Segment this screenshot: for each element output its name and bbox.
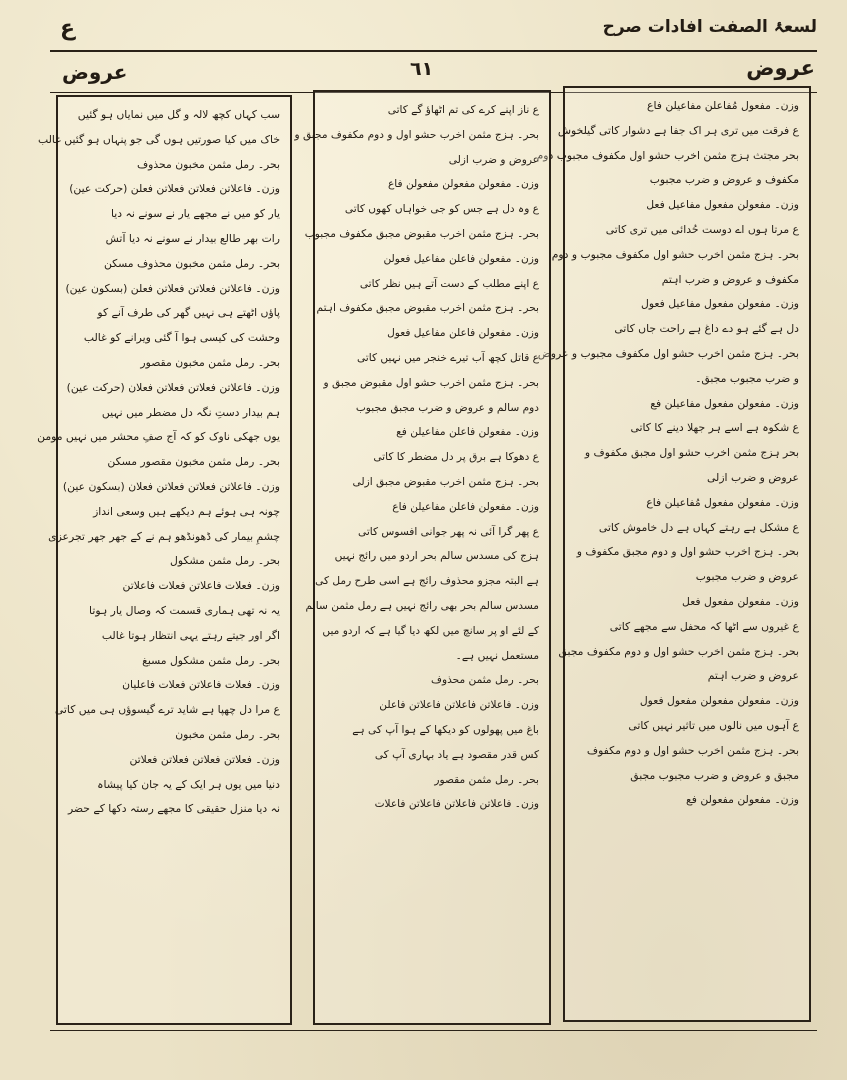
text-line: ع وہ دل ہے جس کو جی خواہاں کھوں کاتی (344, 203, 539, 216)
text-line: ع شکوہ ہے اسے ہر جھلا دینے کا کاتی (630, 421, 799, 435)
text-line: بحر۔ رمل مثمن مقصور (434, 773, 539, 786)
text-line: عروض و ضرب ازلی (448, 153, 539, 166)
text-line: وزن۔ مفعولن فاعلن مفاعیلن فاع (392, 500, 539, 513)
text-line: بحر مجتث ہزج مثمن اخرب حشو اول مکفوف مجبوب دوم (536, 148, 799, 162)
text-line: وزن۔ فعلات فاعلاتن فعلات فاعلاتن (122, 579, 280, 593)
text-line: ہم بیدار دستِ نگہ دل مضطر میں نہیں (101, 405, 280, 419)
center-column (294, 90, 551, 1025)
text-line: مجبق و عروض و ضرب مجبوب مجبق (630, 768, 799, 782)
text-line: بحر۔ ہزج مثمن اخرب حشو اول و دوم مکفوف مجبق و (294, 128, 539, 141)
text-line: وحشت کی کیسی ہوا آ گئی ویرانے کو غالب (83, 331, 280, 345)
text-line: وزن۔ فاعلاتن فعلاتن فعلاتن فعلان (بسکون عین) (62, 479, 280, 493)
text-line: عروض و ضرب مجبوب (695, 570, 799, 584)
text-line: وزن۔ مفعولن مفعول مُفاعیلن فاع (646, 495, 799, 509)
text-line: بحر۔ رمل مثمن مخبون محذوف (136, 157, 280, 171)
text-line: وزن۔ فاعلاتن فاعلاتن فاعلاتن فاعلات (374, 798, 539, 811)
text-line: بحر۔ ہزج اخرب حشو اول و دوم مجبق مکفوف و (576, 545, 799, 559)
text-line: یار کو میں نے مجھے یار نے سونے نہ دیا (111, 207, 280, 221)
text-line: بحر۔ ہزج مثمن اخرب حشو اول مکفوف مجبوب و عروض (537, 346, 799, 360)
text-line: بحر۔ ہزج مثمن اخرب مقبوض مجبق مکفوف مجبوب (304, 227, 539, 240)
text-line: وزن۔ فاعلاتن فاعلاتن فاعلاتن فاعلن (379, 699, 539, 712)
text-line: ع دھوکا ہے برق پر دل مضطر کا کاتی (373, 451, 539, 464)
text-line: بحر۔ ہزج مثمن اخرب حشو اول مقبوض مجبق و (323, 376, 539, 389)
text-line: مکفوف و عروض و ضرب مجبوب (649, 173, 799, 187)
top-rule (50, 50, 817, 52)
page-number: ٦١ (410, 58, 434, 80)
text-line: چونہ ہی ہوئے ہم دیکھے ہیں وسعی انداز (93, 504, 280, 518)
text-line: وزن۔ فعلاتن فعلاتن فعلاتن فعلاتن (129, 752, 280, 766)
text-line: ع پھر گرا آئی نہ پھر جوانی افسوس کاتی (358, 525, 539, 538)
text-line: و ضرب مجبوب مجبق۔ (695, 371, 799, 385)
text-line: وزن۔ مفعولن فاعلن مفاعیل فعولن (383, 252, 539, 265)
text-line: بحر۔ رمل مثمن مخبون (175, 727, 280, 741)
text-line: مسدس سالم بحر بھی رائج نہیں ہے رمل مثمن سالم (305, 599, 539, 612)
text-line: وزن۔ مفعولن مفعول مفاعیلن فع (650, 396, 799, 410)
text-line: ع اپنے مطلب کے دست آتے ہیں نظر کاتی (359, 277, 539, 290)
text-line: وزن۔ مفعولن مفعول فعل (682, 594, 799, 608)
text-line: وزن۔ مفعولن مفعولن مفعول فعول (639, 694, 799, 708)
text-line: بحر۔ رمل مثمن مخبون محذوف مسکن (103, 256, 280, 270)
text-line: کس قدر مقصود ہے یاد بہاری آپ کی (374, 748, 539, 761)
text-line: بحر۔ رمل مثمن مشکول مسبغ (142, 653, 280, 667)
text-line: وزن۔ فاعلاتن فعلاتن فعلاتن فعلن (حرکت عین) (69, 182, 280, 196)
text-line: وزن۔ مفعولن مفعولن فع (686, 793, 799, 807)
text-line: ع مشکل ہے رہتے کہاں ہے دل خاموش کاتی (598, 520, 799, 534)
text-line: بحر ہزج مثمن اخرب حشو اول مجبق مکفوف و (584, 446, 799, 460)
text-line: وزن۔ مفعولن فاعلن مفاعیل فعول (387, 327, 539, 340)
text-line: باغ میں پھولوں کو دیکھا کے ہوا آپ کی ہے (352, 723, 539, 736)
text-line: مستعمل نہیں ہے۔ (455, 649, 539, 662)
text-line: بحر۔ ہزج مثمن اخرب مقبوض مجبق مکفوف اہتم (316, 302, 539, 315)
text-line: ع ناز اپنے کرے کی تم اٹھاؤ گے کاتی (387, 104, 539, 116)
text-line: ع فرقت میں تری ہر اک جفا ہے دشوار کاتی گیلخوش (557, 123, 799, 137)
text-line: وزن۔ فعلات فاعلاتن فعلات فاعلیان (122, 678, 280, 692)
text-line: عروض و ضرب اہتم (707, 669, 799, 683)
text-line: بحر۔ رمل مثمن مشکول (169, 554, 280, 568)
text-line: مکفوف و عروض و ضرب اہتم (661, 272, 799, 286)
text-line: سب کہاں کچھ لالہ و گل میں نمایاں ہو گئیں (77, 108, 280, 121)
text-line: خاک میں کیا صورتیں ہوں گی جو پنہاں ہو گئیں غالب (38, 132, 280, 146)
left-header-label: عروض (62, 60, 128, 84)
text-line: دنیا میں یوں ہر ایک کے یہ جان کیا پیشاہ (97, 777, 280, 791)
text-line: ہزج کی مسدس سالم بحر اردو میں رائج نہیں (334, 550, 539, 563)
right-header-label: عروض (746, 56, 815, 80)
text-line: بحر۔ رمل مثمن مخبون مقصور (140, 355, 280, 369)
text-line: بحر۔ ہزج مثمن اخرب حشو اول و دوم مکفوف (586, 743, 799, 757)
text-line: رات بھر طالع بیدار نے سونے نہ دیا آتش (105, 231, 280, 245)
text-line: بحر۔ ہزج مثمن اخرب حشو اول مکفوف مجبوب و دوم (551, 247, 799, 261)
corner-mark: ع (60, 16, 76, 41)
text-line: چشمِ بیمار کی ڈھونڈھو ہم نے کے جھر جھر تجرعزی (48, 529, 280, 543)
text-line: یہ نہ تھی ہماری قسمت کہ وصال یار ہوتا (89, 603, 280, 617)
text-line: وزن۔ مفعولن مفعول مفاعیل فعول (640, 297, 799, 311)
text-line: وزن۔ مفعولن فاعلن مفاعیلن فع (396, 426, 539, 439)
text-line: دل ہے گئے ہو دے داغ ہے راحت جاں کاتی (614, 322, 799, 336)
text-line: پاؤں اٹھتے ہی نہیں گھر کی طرف آنے کو (97, 306, 280, 320)
text-line: بحر۔ ہزج مثمن اخرب مقبوض مجبق ازلی (352, 475, 539, 488)
text-line: ع قاتل کچھ آب تیرے خنجر میں نہیں کاتی (356, 351, 539, 364)
text-line: ہے البتہ مجزو محذوف رائج ہے اسی طرح رمل کی (315, 575, 539, 588)
text-line: دوم سالم و عروض و ضرب مجبق مجبوب (355, 401, 539, 414)
text-line: وزن۔ مفعولن مفعول مفاعیل فعل (646, 198, 799, 212)
text-line: وزن۔ فاعلاتن فعلاتن فعلاتن فعلن (بسکون عین) (65, 281, 280, 295)
text-line: بحر۔ رمل مثمن محذوف (431, 674, 539, 687)
text-line: ع مرتا ہوں اے دوست حُدائی میں تری کاتی (605, 222, 799, 236)
text-line: وزن۔ مفعولن مفعولن مفعولن فاع (387, 178, 539, 191)
text-line: وزن۔ مفعول مُفاعلن مفاعیلن فاع (647, 99, 799, 112)
left-column (37, 95, 292, 1025)
text-line: عروض و ضرب ازلی (707, 470, 799, 484)
running-title: لسعۂ الصفت افادات صرح (602, 17, 817, 37)
text-line: اگر اور جیتے رہتے یہی انتظار ہوتا غالب (101, 628, 280, 642)
text-line: نہ دیا منزل حقیقی کا مجھے رستہ دکھا کے حضر (67, 802, 280, 816)
text-line: کے لئے او پر سانچ میں لکھ دیا گیا ہے کہ اردو میں (322, 624, 539, 637)
text-line: ع آہوں میں نالوں میں تاثیر نہیں کاتی (628, 718, 799, 732)
bottom-rule (50, 1030, 817, 1031)
text-line: بحر۔ رمل مثمن مخبون مقصور مسکن (107, 455, 280, 469)
text-line: یوں جھکی ناوک کو کہ آج صفِ محشر میں نہیں مومن (37, 430, 280, 444)
text-line: وزن۔ فاعلاتن فعلاتن فعلاتن فعلان (حرکت عین) (66, 380, 280, 394)
right-column (536, 86, 811, 1022)
text-line: بحر۔ ہزج مثمن اخرب حشو اول و دوم مکفوف مجبق (558, 644, 799, 658)
text-line: ع غیروں سے اٹھا کہ محفل سے مجھے کاتی (609, 619, 799, 633)
text-line: ع مرا دل چھپا ہے شاید ترے گیسوؤں ہی میں کاتی (54, 703, 280, 717)
